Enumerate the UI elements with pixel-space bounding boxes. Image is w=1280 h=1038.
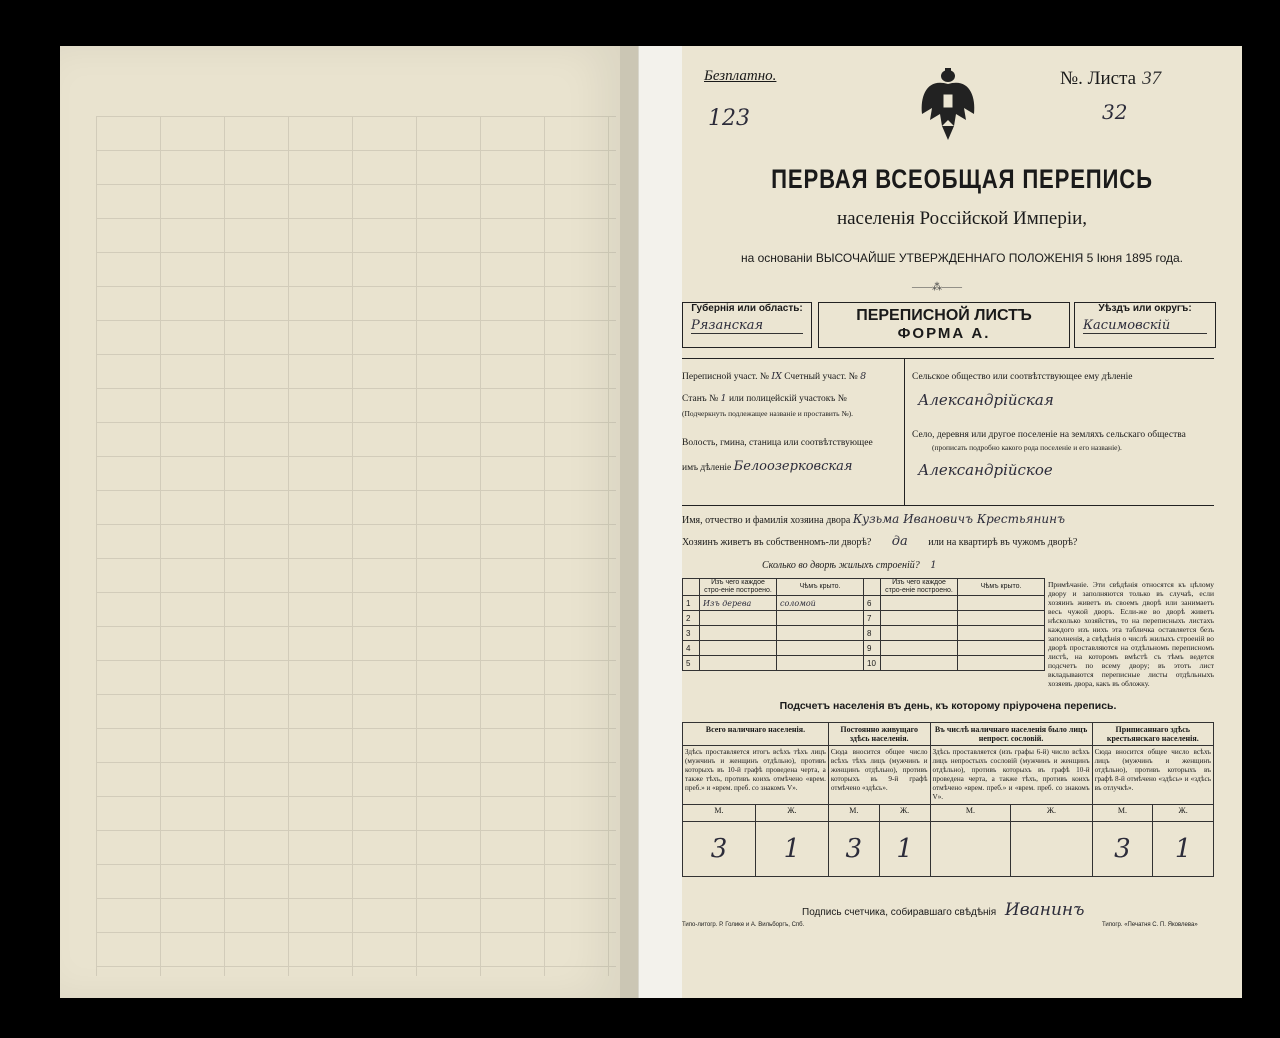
table-row: 2 7 xyxy=(683,611,1045,626)
province-value: Рязанская xyxy=(691,318,803,334)
community-label: Сельское общество или соотвѣтствующее ему дѣленіе xyxy=(912,372,1133,382)
form-title: ПЕРВАЯ ВСЕОБЩАЯ ПЕРЕПИСЬ xyxy=(771,164,1153,194)
pop-registered-female: 1 xyxy=(1153,822,1214,877)
pop-permanent-female: 1 xyxy=(879,822,930,877)
village-value: Александрійское xyxy=(918,461,1053,479)
pop-col3-head: Въ числѣ наличнаго населенія было лицъ непрост. сословій. xyxy=(930,723,1092,746)
legal-basis: на основаніи ВЫСОЧАЙШЕ УТВЕРЖДЕННАГО ПОЛОЖЕНІЯ 5 Іюня 1895 года. xyxy=(740,251,1183,265)
sheet-number-old: 37 xyxy=(1142,68,1162,89)
table-row: 1 Изъ дерева соломой 6 xyxy=(683,596,1045,611)
pop-permanent-male: 3 xyxy=(828,822,879,877)
buildings-table xyxy=(682,578,1045,671)
stan-hint: (Подчеркнуть подлежащее названіе и проставить №). xyxy=(682,409,853,418)
province-label: Губернія или область: xyxy=(691,303,803,314)
pop-col1-desc: Здѣсь проставляется итогъ всѣхъ тѣхъ лицъ (мужчинъ и женщинъ отдѣльно), противъ которыхъ въ 10-й графѣ проведена черта, а также тѣхъ, противъ коихъ отмѣчено «врем. преб.» и «врем. преб. со знакомъ V». xyxy=(683,746,829,805)
community-value: Александрійская xyxy=(918,391,1054,409)
table-row: 4 9 xyxy=(683,641,1045,656)
bleed-through-grid xyxy=(96,116,616,976)
form-type-subtitle: ФОРМА А. xyxy=(897,325,991,342)
col-roof-left: Чѣмъ крыто. xyxy=(777,579,864,596)
location-block xyxy=(682,358,1214,506)
pop-nontaxed-male xyxy=(930,822,1011,877)
stan-line: Станъ № 1 или полицейскій участокъ № xyxy=(682,393,847,404)
pop-registered-male: 3 xyxy=(1092,822,1153,877)
pop-col4-head: Приписаннаго здѣсь крестьянскаго населенія. xyxy=(1092,723,1213,746)
census-form-page xyxy=(682,46,1242,998)
village-hint: (прописать подробно какого рода поселеніе и его названіе). xyxy=(932,443,1122,452)
pop-col2-head: Постоянно живущаго здѣсь населенія. xyxy=(828,723,930,746)
printer-imprint-left: Типо-литогр. Р. Голике и А. Вильборгъ, Спб. xyxy=(682,922,805,928)
owner-line xyxy=(682,512,1214,526)
free-of-charge-label: Безплатно. xyxy=(704,68,777,84)
table-row: 5 10 xyxy=(683,656,1045,671)
binding-tape xyxy=(638,46,684,998)
table-row: 3 8 xyxy=(683,626,1045,641)
form-type-title: ПЕРЕПИСНОЙ ЛИСТЪ xyxy=(856,307,1032,324)
ornament-divider: ——⁂—— xyxy=(912,282,962,293)
form-subtitle: населенія Россійской Имперіи, xyxy=(836,208,1088,229)
pop-col1-head: Всего наличнаго населенія. xyxy=(683,723,829,746)
volost-line: имъ дѣленіе Белоозерковская xyxy=(682,459,853,474)
pop-nontaxed-female xyxy=(1011,822,1092,877)
pop-col2-desc: Сюда вносится общее число всѣхъ тѣхъ лицъ (мужчинъ и женщинъ отдѣльно), противъ которыхъ въ 9-й графѣ отмѣчено «здѣсь». xyxy=(828,746,930,805)
printer-imprint-right: Типогр. «Печатня С. П. Яковлева» xyxy=(1102,922,1198,928)
owner-label: Имя, отчество и фамилія хозяина двора xyxy=(682,515,851,526)
village-label: Село, деревня или другое поселеніе на земляхъ сельскаго общества xyxy=(912,430,1186,440)
col-material-left: Изъ чего каждое стро-еніе построено. xyxy=(700,579,777,596)
signature-line xyxy=(802,900,1084,920)
buildings-count-label: Сколько во дворѣ жилыхъ строеній? xyxy=(762,560,920,571)
buildings-note: Примѣчаніе. Эти свѣдѣнія относятся къ цѣлому двору и заполняются только въ случаѣ, если хозяинъ живетъ въ своемъ дворѣ или занимаетъ весь чужой дворъ. Если-же во дворѣ живетъ нѣсколько хозяйствъ, то на переписныхъ листахъ каждого изъ нихъ эта табличка оставляется безъ заполненія, а свѣдѣнія о числѣ жилыхъ строеній во дворѣ проставляются на отдѣльномъ переписномъ листѣ, на которомъ вмѣстѣ съ тѣмъ ведется подсчетъ по всему двору; въ этотъ лист вкладываются переписные листы отдѣльныхъ хозяевъ двора, какъ въ обложку. xyxy=(1048,580,1214,688)
sheet-number-corrected: 32 xyxy=(1102,100,1128,124)
district-value: Касимовскій xyxy=(1083,318,1207,334)
handwritten-number: 123 xyxy=(708,106,750,131)
signature-value: Иванинъ xyxy=(1004,900,1085,920)
pop-total-male: 3 xyxy=(683,822,756,877)
pop-total-female: 1 xyxy=(755,822,828,877)
imperial-eagle-emblem xyxy=(918,64,978,142)
col-roof-right: Чѣмъ крыто. xyxy=(958,579,1045,596)
owner-lives-value: да xyxy=(891,534,908,549)
sheet-number xyxy=(1060,68,1161,90)
form-type-box xyxy=(818,302,1070,348)
population-table: Всего наличнаго населенія. Постоянно живущаго здѣсь населенія. Въ числѣ наличнаго населенія было лицъ непрост. сословій. Приписаннаго здѣсь крестьянскаго населенія. Здѣсь проставляется итогъ всѣхъ тѣхъ лицъ (мужчинъ и женщинъ отдѣльно), противъ которыхъ въ 10-й графѣ проведена черта, а также тѣхъ, противъ коихъ отмѣчено «врем. преб.» и «врем. преб. со знакомъ V». Сюда вносится общее число всѣхъ тѣхъ лицъ (мужчинъ и женщинъ отдѣльно), противъ которыхъ въ 9-й графѣ отмѣчено «здѣсь». Здѣсь проставляется (изъ графы 6-й) число всѣхъ лицъ непростыхъ сословій (мужчинъ и женщинъ отдѣльно), противъ которыхъ въ графѣ 10-й проведена черта, а также тѣхъ, противъ коихъ отмѣчено «врем. преб.» и «врем. преб. со знакомъ V». Сюда вносится общее число всѣхъ лицъ (мужчинъ и женщинъ отдѣльно), противъ которыхъ въ графѣ 8-й отмѣчено «здѣсь» и «здѣсь въ отлучкѣ». М. Ж. М. Ж. М. Ж. М. Ж. 3 1 3 1 3 1 xyxy=(682,722,1214,877)
district-label: Уѣздъ или округъ: xyxy=(1098,303,1192,314)
sheet-number-label: №. Листа xyxy=(1060,68,1137,89)
binding-gutter xyxy=(620,46,638,998)
census-unit-line: Переписной участ. № IX Счетный участ. № 8 xyxy=(682,371,867,382)
signature-label: Подпись счетчика, собиравшаго свѣдѣнія xyxy=(802,907,997,918)
pop-col3-desc: Здѣсь проставляется (изъ графы 6-й) число всѣхъ лицъ непростыхъ сословій (мужчинъ и женщинъ отдѣльно), противъ которыхъ въ графѣ 10-й проведена черта, а также тѣхъ, противъ коихъ отмѣчено «врем. преб.» и «врем. преб. со знакомъ V». xyxy=(930,746,1092,805)
left-page xyxy=(60,46,620,998)
buildings-count-line xyxy=(762,560,937,571)
owner-residence-line xyxy=(682,534,1214,549)
district-box xyxy=(1074,302,1216,348)
owner-lives-label: Хозяинъ живетъ въ собственномъ-ли дворѣ? xyxy=(682,537,872,548)
volost-label: Волость, гмина, станица или соотвѣтствующее xyxy=(682,438,873,448)
population-title: Подсчетъ населенія въ день, къ которому пріурочена перепись. xyxy=(779,700,1117,712)
owner-value: Кузьма Ивановичъ Крестьянинъ xyxy=(852,512,1066,526)
buildings-count-value: 1 xyxy=(930,560,937,571)
owner-rent-label: или на квартирѣ въ чужомъ дворѣ? xyxy=(928,537,1078,548)
col-material-right: Изъ чего каждое стро-еніе построено. xyxy=(881,579,958,596)
pop-col4-desc: Сюда вносится общее число всѣхъ лицъ (мужчинъ и женщинъ отдѣльно), противъ которыхъ въ графѣ 8-й отмѣчено «здѣсь» и «здѣсь въ отлучкѣ». xyxy=(1092,746,1213,805)
province-box xyxy=(682,302,812,348)
